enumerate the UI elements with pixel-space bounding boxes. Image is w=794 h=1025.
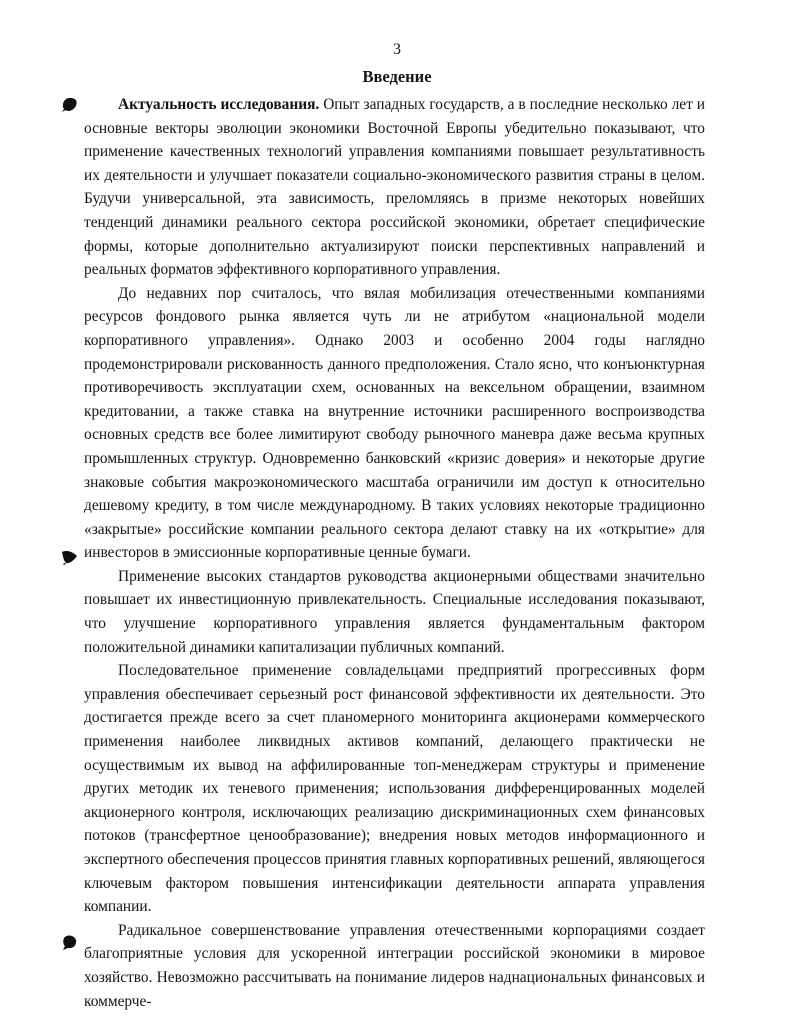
paragraph: До недавних пор считалось, что вялая мобилизация отечественными компаниями ресурсов фондового рынка является чуть ли не атрибутом «национальной модели корпоративного управления». Однако 2003 и особенно 2004 годы наглядно продемонстрировали рискованность данного предположения. Стало ясно, что конъюнктурная противоречивость эксплуатации схем, основанных на вексельном обращении, взаимном кредитовании, а также ставка на внутренние источники расширенного воспроизводства основных средств все более лимитируют свободу рыночного маневра даже весьма крупных промышленных структур. Одновременно банковский «кризис доверия» и некоторые другие знаковые события макроэкономического масштаба ограничили им доступ к относительно дешевому кредиту, в том числе международному. В таких условиях некоторые традиционно «закрытые» российские компании реального сектора делают ставку на их «открытие» для инвесторов в эмиссионные корпоративные ценные бумаги. (84, 284, 705, 562)
page-title: Введение (362, 67, 432, 86)
paragraph: Применение высоких стандартов руководства акционерными обществами значительно повышает их инвестиционную привлекательность. Специальные исследования показывают, что улучшение корпоративного управления является фундаментальным фактором положительной динамики капитализации публичных компаний. (84, 567, 705, 656)
hole-punch-mark-icon (62, 96, 78, 112)
hole-punch-mark-icon (62, 549, 78, 565)
relevance-heading: Актуальность исследования. (118, 96, 320, 113)
paragraph: Последовательное применение совладельцами предприятий прогрессивных форм управления обеспечивает серьезный рост финансовой эффективности их деятельности. Это достигается прежде всего за счет планомерного мониторинга акционерами коммерческого применения наиболее ликвидных активов компаний, делающего практически не осуществимым их вывод на аффилированные топ-менеджерам структуры и применение других методик их теневого применения; использования дифференцированных моделей акционерного контроля, исключающих реализацию дискриминационных схем финансовых потоков (трансфертное ценообразование); внедрения новых методов информационного и экспертного обеспечения процессов принятия главных корпоративных решений, являющегося ключевым фактором повышения интенсификации деятельности аппарата управления компании. (84, 662, 705, 916)
paragraph-text: Опыт западных государств, а в последние несколько лет и основные векторы эволюции экономики Восточной Европы убедительно показывают, что применение качественных технологий управления компаниями повышает результативность их деятельности и улучшает показатели социально-экономического развития страны в целом. Будучи универсальной, эта зависимость, преломляясь в призме некоторых новейших тенденций динамики реального сектора российской экономики, обретает специфические формы, которые дополнительно актуализируют поиски перспективных направлений и реальных форматов эффективного корпоративного управления. (84, 96, 705, 279)
page-number: 3 (393, 41, 401, 58)
paragraph: Радикальное совершенствование управления отечественными корпорациями создает благоприятные условия для ускоренной интеграции российской экономики в мировое хозяйство. Невозможно рассчитывать на понимание лидеров наднациональных финансовых и коммерче- (84, 921, 705, 1010)
paragraph-relevance (84, 93, 705, 282)
document-body (84, 93, 705, 1013)
hole-punch-mark-icon (62, 934, 78, 950)
